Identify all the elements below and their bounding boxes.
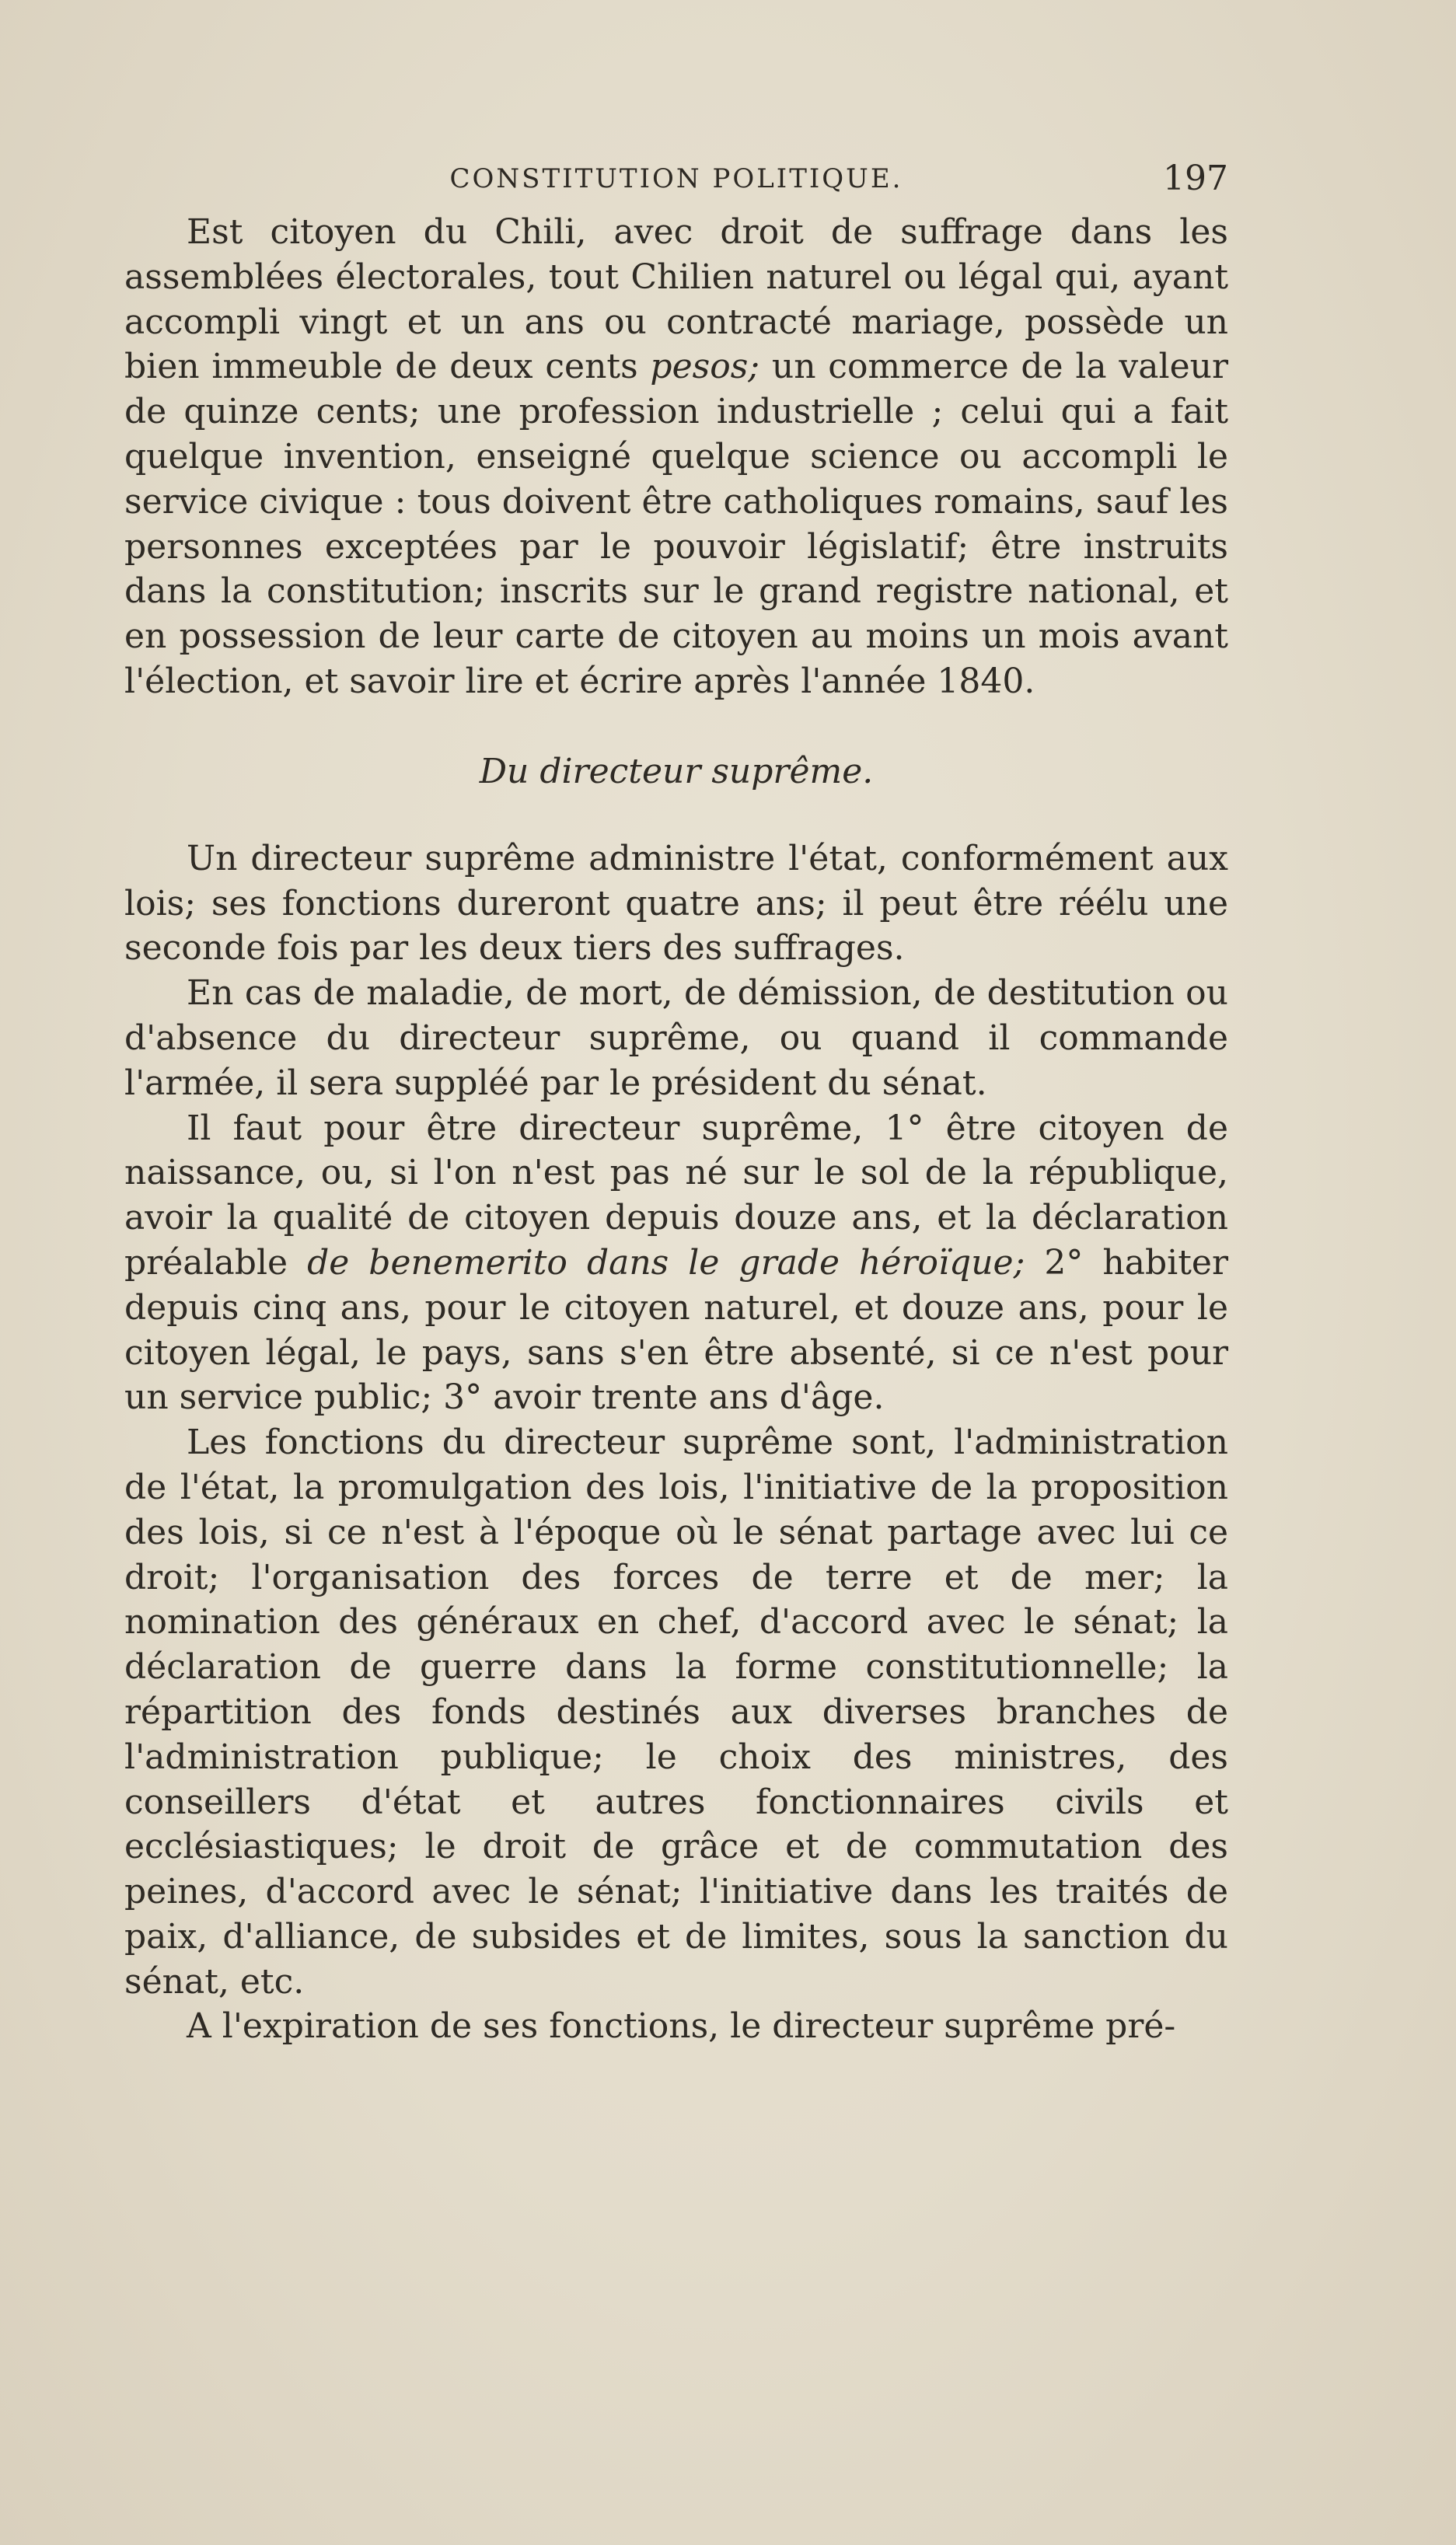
- paragraph-requirements-text-2: 2° habiter depuis cinq ans, pour le citoyen naturel, et douze ans, pour le citoyen légal, le pays, sans s'en être absenté, si ce n'est pour un service public; 3° avoir trente ans d'âge.: [124, 1242, 1228, 1418]
- paragraph-director-functions: Les fonctions du directeur suprême sont, l'administration de l'état, la promulgation des lois, l'initiative de la proposition des lois, si ce n'est à l'époque où le sénat partage avec lui ce droit; l'organisation des forces de terre et de mer; la nomination des généraux en chef, d'accord avec le sénat; la déclaration de guerre dans la forme constitutionnelle; la répartition des fonds destinés aux diverses branches de l'administration publique; le choix des ministres, des conseillers d'état et autres fonctionnaires civils et ecclésiastiques; le droit de grâce et de commutation des peines, d'accord avec le sénat; l'initiative dans les traités de paix, d'alliance, de subsides et de limites, sous la sanction du sénat, etc.: [124, 1423, 1228, 2002]
- page-number: 197: [1163, 159, 1228, 198]
- paragraph-citizenship: [124, 210, 1228, 704]
- paragraph-citizenship-text-1: Est citoyen du Chili, avec droit de suffrage dans les assemblées électorales, tout Chilien naturel ou légal qui, ayant accompli vingt et un ans ou contracté mariage, possède un bien immeuble de deux cents: [124, 212, 1228, 387]
- paragraph-citizenship-text-2: un commerce de la valeur de quinze cents; une profession industrielle ; celui qui a fait quelque invention, enseigné quelque science ou accompli le service civique : tous doivent être catholiques romains, sauf les personnes exceptées par le pouvoir législatif; être instruits dans la constitution; inscrits sur le grand registre national, et en possession de leur carte de citoyen au moins un mois avant l'élection, et savoir lire et écrire après l'année 1840.: [124, 347, 1228, 701]
- paragraph-requirements-italic: de benemerito dans le grade héroïque;: [307, 1242, 1025, 1283]
- paragraph-citizenship-italic: pesos;: [650, 347, 760, 387]
- paragraph-director-term: Un directeur suprême administre l'état, conformément aux lois; ses fonctions dureront quatre ans; il peut être réélu une seconde fois par les deux tiers des suffrages.: [124, 838, 1228, 969]
- paragraph-director-substitute: En cas de maladie, de mort, de démission, de destitution ou d'absence du directeur suprême, ou quand il commande l'armée, il sera suppléé par le président du sénat.: [124, 973, 1228, 1103]
- running-title: CONSTITUTION POLITIQUE.: [449, 163, 903, 194]
- paragraph-requirements-text-1: Il faut pour être directeur suprême, 1° être citoyen de naissance, ou, si l'on n'est pas né sur le sol de la république, avoir la qualité de citoyen depuis douze ans, et la déclaration préalable: [124, 1108, 1228, 1283]
- section-heading: Du directeur suprême.: [479, 751, 874, 791]
- paragraph-director-expiration: A l'expiration de ses fonctions, le directeur suprême pré-: [187, 2006, 1176, 2047]
- text-block: [124, 155, 1228, 2049]
- paragraph-director-requirements: [124, 1106, 1228, 1421]
- running-head: [124, 155, 1228, 210]
